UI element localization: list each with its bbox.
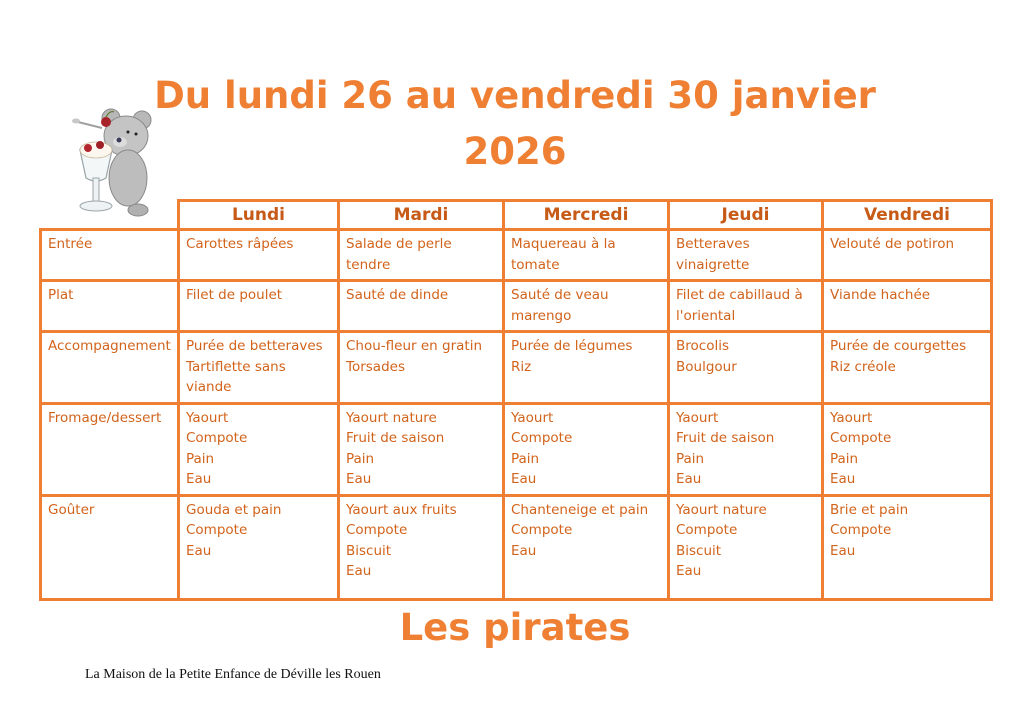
menu-item: Biscuit — [346, 542, 392, 559]
menu-item: Yaourt aux fruits — [346, 501, 457, 518]
menu-cell — [504, 281, 669, 332]
menu-item: Carottes râpées — [186, 236, 294, 252]
menu-cell — [669, 281, 823, 332]
menu-item: Riz créole — [830, 358, 896, 375]
menu-cell — [823, 332, 992, 404]
menu-item: l'oriental — [676, 307, 736, 324]
menu-item: Eau — [186, 471, 212, 487]
menu-item: vinaigrette — [676, 256, 750, 273]
menu-cell — [179, 230, 339, 281]
menu-item: Eau — [830, 471, 856, 487]
menu-cell — [179, 495, 339, 599]
menu-item: Compote — [511, 522, 573, 538]
menu-item: Chanteneige et pain — [511, 501, 649, 518]
menu-item: Filet de poulet — [186, 287, 283, 303]
menu-item: Compote — [511, 430, 573, 446]
row-label: Entrée — [41, 230, 179, 281]
menu-item: Riz — [511, 358, 532, 375]
menu-item: Eau — [511, 471, 537, 487]
menu-item: Compote — [830, 430, 892, 446]
menu-item: Compote — [346, 522, 408, 538]
menu-item: Salade de perle — [346, 236, 452, 252]
menu-cell — [339, 281, 504, 332]
menu-item: Gouda et pain — [186, 501, 282, 518]
menu-row — [41, 230, 992, 281]
menu-cell — [339, 230, 504, 281]
menu-item: Chou-fleur en gratin — [346, 338, 483, 354]
menu-item: Purée de betteraves — [186, 338, 323, 354]
menu-item: Fruit de saison — [676, 430, 775, 446]
menu-item: Velouté de potiron — [830, 236, 955, 252]
menu-item: Sauté de veau — [511, 287, 609, 303]
menu-item: Viande hachée — [830, 287, 931, 303]
menu-item: Compote — [186, 522, 248, 538]
menu-item: Boulgour — [676, 358, 737, 375]
row-label: Goûter — [41, 495, 179, 599]
menu-item: Fruit de saison — [346, 430, 445, 446]
menu-row — [41, 281, 992, 332]
menu-row — [41, 403, 992, 495]
menu-cell — [504, 332, 669, 404]
menu-item: Eau — [676, 471, 702, 487]
menu-item: Tartiflette sans — [186, 358, 286, 375]
menu-item: Eau — [511, 542, 537, 559]
title-line-2: 2026 — [463, 130, 567, 173]
menu-row — [41, 332, 992, 404]
menu-item: Maquereau à la — [511, 236, 616, 252]
title-line-1: Du lundi 26 au vendredi 30 janvier — [154, 74, 876, 117]
header-day: Vendredi — [823, 201, 992, 230]
menu-cell — [339, 332, 504, 404]
menu-item: Compote — [830, 522, 892, 538]
theme-title: Les pirates — [399, 606, 631, 649]
menu-item: Filet de cabillaud à — [676, 287, 803, 303]
credit-line: La Maison de la Petite Enfance de Déville les Rouen — [85, 667, 381, 682]
menu-cell — [669, 332, 823, 404]
menu-item: Yaourt — [511, 409, 554, 426]
menu-item: tomate — [511, 256, 560, 273]
header-row — [41, 201, 992, 230]
menu-item: Biscuit — [676, 542, 722, 559]
menu-row — [41, 495, 992, 599]
menu-item: Yaourt nature — [346, 409, 437, 426]
menu-cell — [179, 403, 339, 495]
menu-item: Sauté de dinde — [346, 287, 449, 303]
menu-item: Pain — [511, 450, 540, 467]
menu-cell — [339, 403, 504, 495]
menu-cell — [179, 281, 339, 332]
menu-item: Brie et pain — [830, 501, 909, 518]
menu-table — [39, 199, 993, 601]
menu-item: Eau — [186, 542, 212, 559]
menu-cell — [669, 495, 823, 599]
menu-cell — [823, 403, 992, 495]
menu-item: Eau — [830, 542, 856, 559]
menu-item: Eau — [346, 563, 372, 579]
row-label: Accompagnement — [41, 332, 179, 404]
menu-item: Pain — [676, 450, 705, 467]
menu-cell — [504, 230, 669, 281]
menu-item: Pain — [346, 450, 375, 467]
header-day: Mercredi — [504, 201, 669, 230]
menu-item: Eau — [346, 471, 372, 487]
row-label: Plat — [41, 281, 179, 332]
header-day: Jeudi — [669, 201, 823, 230]
menu-cell — [669, 230, 823, 281]
page-title — [0, 68, 1030, 180]
menu-item: tendre — [346, 256, 391, 273]
menu-item: Betteraves — [676, 236, 750, 252]
menu-item: Brocolis — [676, 338, 729, 354]
menu-item: Yaourt nature — [676, 501, 767, 518]
menu-cell — [179, 332, 339, 404]
menu-item: Torsades — [346, 358, 405, 375]
menu-cell — [823, 230, 992, 281]
menu-item: Yaourt — [186, 409, 229, 426]
menu-item: Yaourt — [830, 409, 873, 426]
menu-item: Yaourt — [676, 409, 719, 426]
menu-item: Compote — [186, 430, 248, 446]
menu-item: Compote — [676, 522, 738, 538]
menu-item: Purée de courgettes — [830, 338, 967, 354]
header-corner — [41, 201, 179, 230]
menu-item: viande — [186, 379, 232, 395]
menu-item: Pain — [186, 450, 215, 467]
menu-cell — [504, 495, 669, 599]
row-label: Fromage/dessert — [41, 403, 179, 495]
menu-item: marengo — [511, 307, 572, 324]
menu-cell — [339, 495, 504, 599]
menu-cell — [504, 403, 669, 495]
menu-item: Eau — [676, 563, 702, 579]
menu-cell — [669, 403, 823, 495]
menu-item: Purée de légumes — [511, 338, 633, 354]
menu-cell — [823, 495, 992, 599]
menu-cell — [823, 281, 992, 332]
menu-item: Pain — [830, 450, 859, 467]
header-day: Mardi — [339, 201, 504, 230]
header-day: Lundi — [179, 201, 339, 230]
